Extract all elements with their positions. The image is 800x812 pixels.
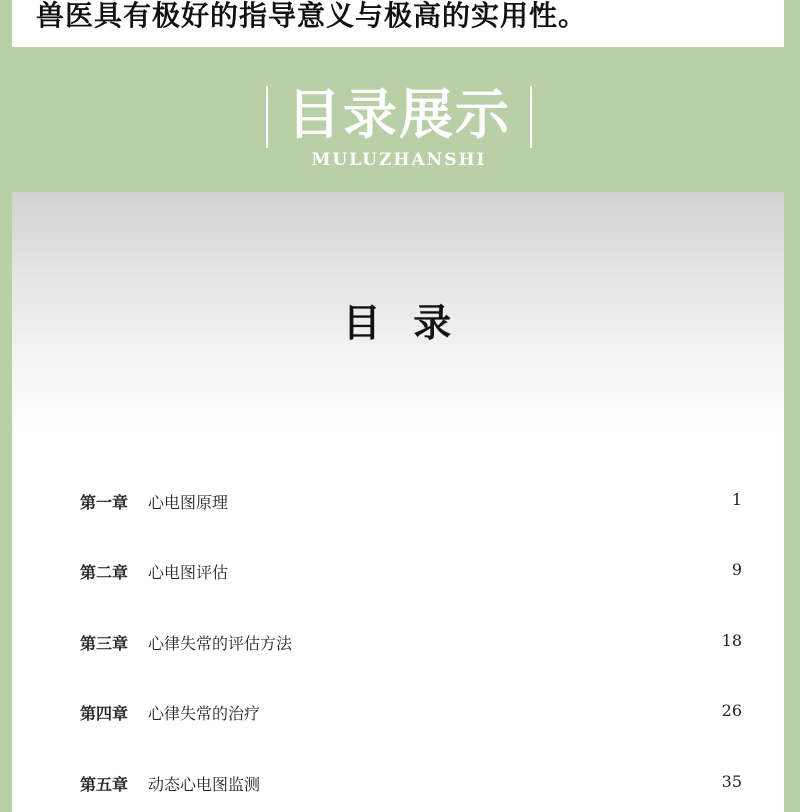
intro-card [12,0,784,47]
section-subtitle: MULUZHANSHI [311,150,487,170]
chapter-title: 心律失常的评估方法 [148,634,293,653]
toc-heading: 目 录 [342,301,454,345]
section-title: 目录展示 [287,82,511,146]
chapter-number: 第四章 [80,704,129,723]
toc-entry-4[interactable] [80,697,742,725]
chapter-number: 第二章 [80,563,129,582]
page-number: 18 [721,631,742,650]
section-header [0,78,800,178]
chapter-number: 第三章 [80,634,129,653]
page-number: 1 [731,490,742,509]
chapter-title: 心律失常的治疗 [148,704,261,723]
header-divider-left [266,86,268,148]
intro-text: 兽医具有极好的指导意义与极高的实用性。 [36,0,588,32]
header-divider-right [530,86,532,148]
toc-card [12,192,784,812]
toc-entry-3[interactable] [80,627,742,655]
page-number: 35 [721,772,742,791]
page-number: 9 [731,560,742,579]
chapter-title: 心电图评估 [148,563,229,582]
toc-entry-2[interactable] [80,556,742,584]
toc-entry-1[interactable] [80,486,742,514]
page-number: 26 [721,701,742,720]
chapter-number: 第一章 [80,493,129,512]
chapter-number: 第五章 [80,775,129,794]
chapter-title: 心电图原理 [148,493,229,512]
chapter-title: 动态心电图监测 [148,775,261,794]
